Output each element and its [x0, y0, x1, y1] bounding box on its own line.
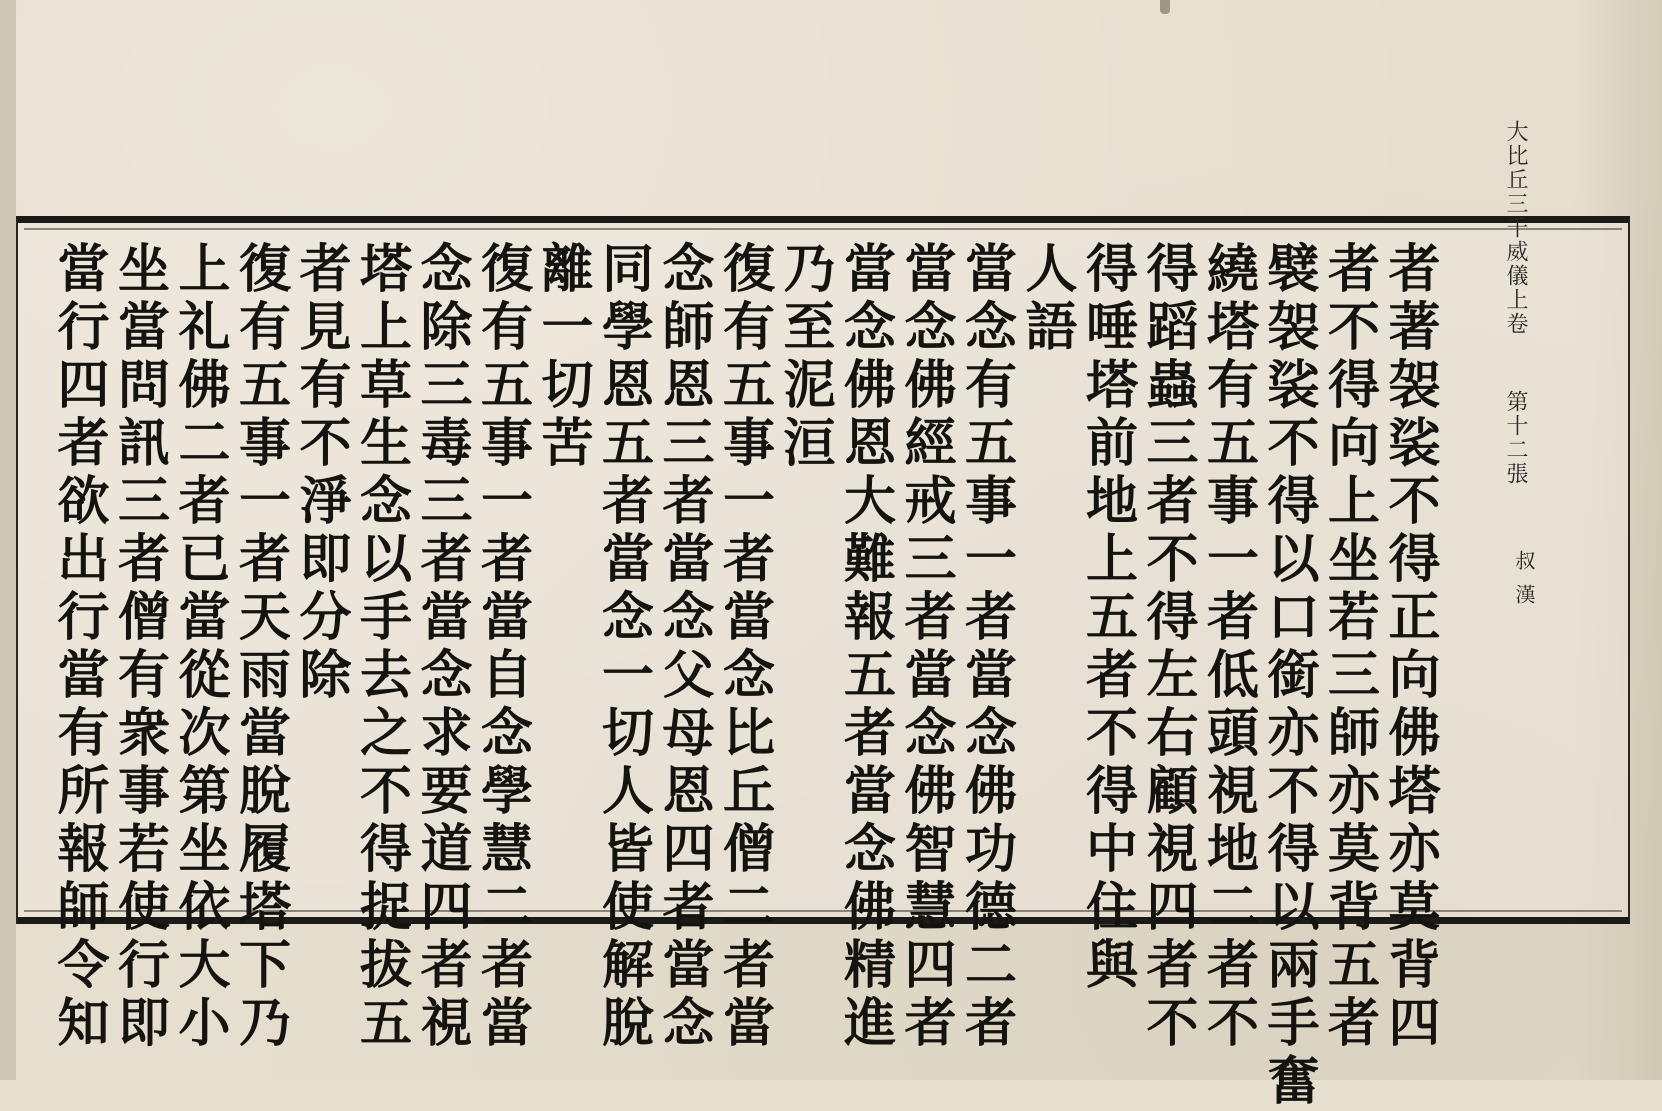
text-column: 復有五事一者天雨當脫履塔下乃	[229, 241, 291, 1053]
text-column: 乃至泥洹	[774, 241, 835, 473]
text-column: 離一切苦	[532, 241, 593, 473]
text-column: 念師恩三者當念父母恩四者當念	[653, 241, 714, 1053]
text-column: 當行四者欲出行當有所報師令知	[48, 241, 109, 1053]
text-column: 坐當問訊三者僧有衆事若使行即	[108, 241, 170, 1053]
binding-edge	[0, 0, 16, 1080]
text-column: 復有五事一者當自念學慧二者當	[471, 241, 533, 1053]
text-column: 人語	[1016, 241, 1077, 357]
text-column: 者不得向上坐若三師亦莫背五者	[1318, 241, 1380, 1053]
text-column: 襞袈裟不得以口銜亦不得以兩手奮	[1258, 241, 1319, 1111]
text-column: 當念佛經戒三者當念佛智慧四者	[895, 241, 956, 1053]
carver-name: 叔漢	[1512, 550, 1536, 618]
margin-title: 大比丘三千威儀上卷	[1503, 120, 1528, 336]
leaf-number: 第十二張	[1503, 390, 1528, 486]
text-column: 得唾塔前地上五者不得中住與	[1076, 241, 1138, 995]
text-column: 復有五事一者當念比丘僧二者當	[713, 241, 775, 1053]
text-column: 繞塔有五事一者低頭視地二者不	[1197, 241, 1259, 1053]
text-column: 者見有不淨即分除	[290, 241, 351, 705]
top-inner-rule	[24, 228, 1622, 230]
text-column: 當念有五事一者當念佛功德二者	[955, 241, 1017, 1053]
text-column: 當念佛恩大難報五者當念佛精進	[834, 241, 896, 1053]
text-column: 同學恩五者當念一切人皆使解脫	[592, 241, 654, 1053]
text-column: 念除三毒三者當念求要道四者視	[411, 241, 472, 1053]
text-block-frame	[16, 216, 1630, 1111]
text-column: 上礼佛二者已當從次第坐依大小	[169, 241, 230, 1053]
text-column: 塔上草生念以手去之不得捉拔五	[350, 241, 412, 1053]
text-column: 者著袈裟不得正向佛塔亦莫背四	[1379, 241, 1440, 1053]
text-column: 得蹈蟲三者不得左右顧視四者不	[1137, 241, 1198, 1053]
paper-stain	[1160, 0, 1170, 14]
